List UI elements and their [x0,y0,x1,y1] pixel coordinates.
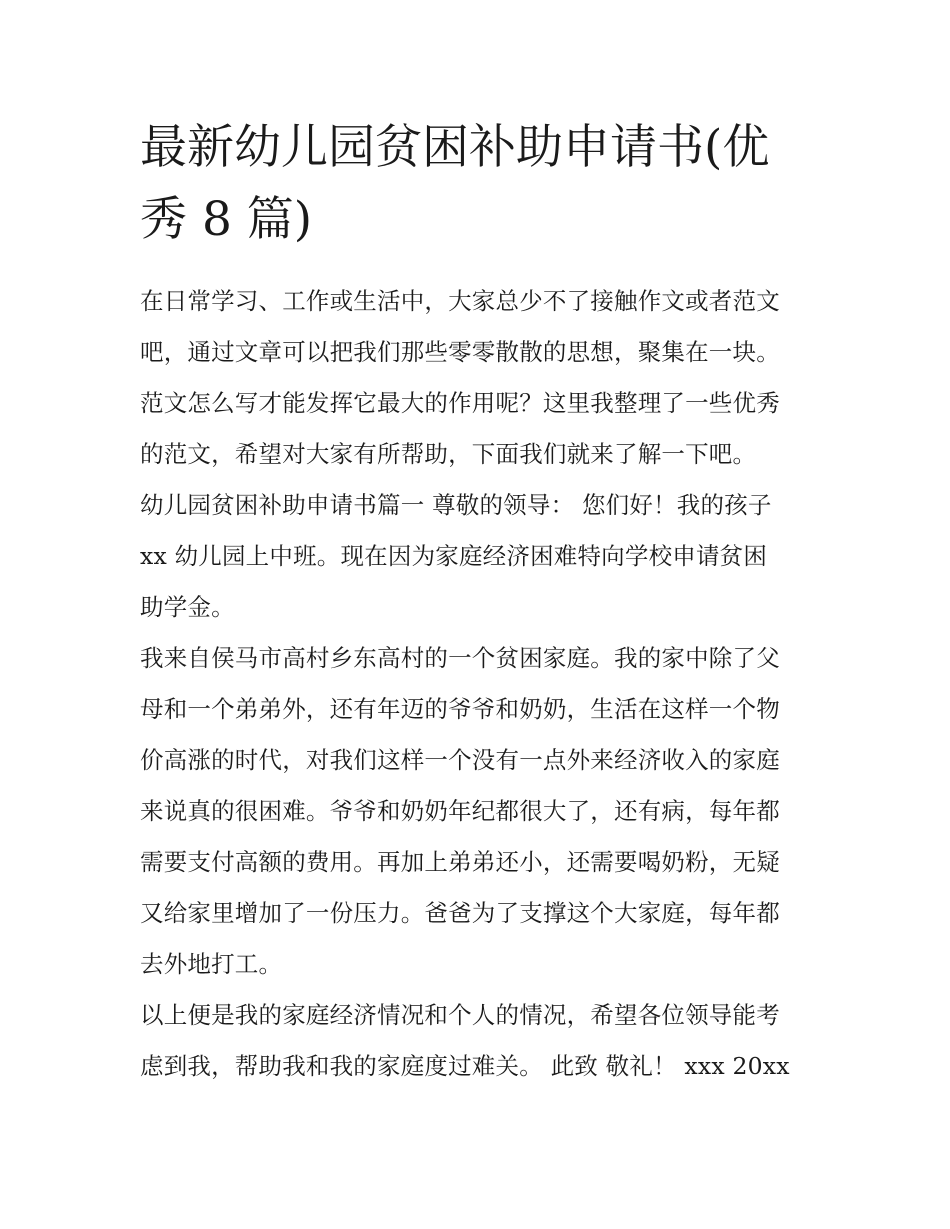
body-line: 虑到我，帮助我和我的家庭度过难关。 此致 敬礼！ xxx 20xx [140,1052,790,1080]
body-line: 的范文，希望对大家有所帮助，下面我们就来了解一下吧。 [140,440,757,468]
body-line: 需要支付高额的费用。再加上弟弟还小，还需要喝奶粉，无疑 [140,848,780,876]
body-line: 在日常学习、工作或生活中，大家总少不了接触作文或者范文 [140,287,780,315]
body-line: 又给家里增加了一份压力。爸爸为了支撑这个大家庭，每年都 [140,899,780,927]
body-line: 吧，通过文章可以把我们那些零零散散的思想，聚集在一块。 [140,338,780,366]
body-line: 去外地打工。 [140,950,283,978]
body-line: 我来自侯马市高村乡东高村的一个贫困家庭。我的家中除了父 [140,644,780,672]
body-line: 幼儿园贫困补助申请书篇一 尊敬的领导： 您们好！我的孩子 [140,491,772,519]
title-line-1: 最新幼儿园贫困补助申请书(优 [140,120,770,175]
body-line: 助学金。 [140,593,235,621]
body-line: 来说真的很困难。爷爷和奶奶年纪都很大了，还有病，每年都 [140,797,780,825]
title-line-2: 秀 8 篇) [140,192,313,247]
body-line: xx 幼儿园上中班。现在因为家庭经济困难特向学校申请贫困 [140,542,768,570]
body-line: 母和一个弟弟外，还有年迈的爷爷和奶奶，生活在这样一个物 [140,695,780,723]
body-line: 以上便是我的家庭经济情况和个人的情况，希望各位领导能考 [140,1001,780,1029]
document-title [140,112,820,256]
body-line: 范文怎么写才能发挥它最大的作用呢？这里我整理了一些优秀 [140,389,780,417]
body-line: 价高涨的时代，对我们这样一个没有一点外来经济收入的家庭 [140,746,780,774]
document-body [140,276,830,1092]
